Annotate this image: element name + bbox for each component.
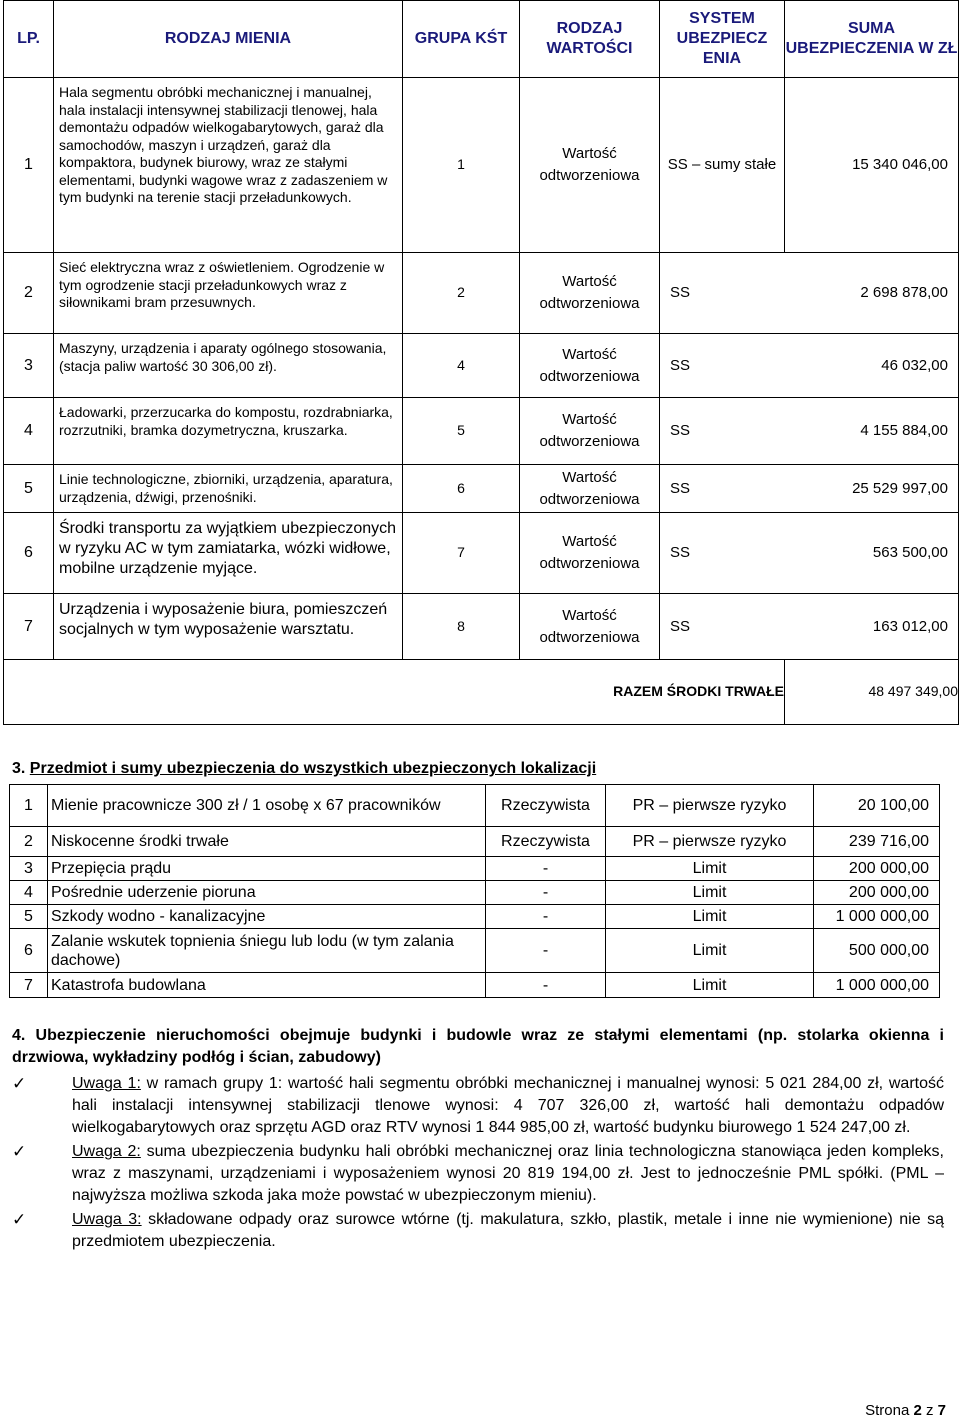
section-3-number: 3. — [12, 760, 26, 777]
row-group: 6 — [403, 465, 520, 513]
row-value-type: - — [486, 929, 606, 973]
row-lp: 3 — [10, 857, 48, 881]
row-system: PR – pierwsze ryzyko — [606, 827, 814, 857]
section-3-title — [12, 760, 596, 778]
table-header-row — [4, 1, 959, 78]
row-value-type: Wartość odtworzeniowa — [520, 513, 660, 594]
row-sum: 2 698 878,00 — [860, 284, 948, 302]
row-description: Hala segmentu obróbki mechanicznej i manualnej, hala instalacji intensywnej stabilizacji tlenowej, hala demontażu odpadów wielkogabarytowych, garaż dla samochodów, maszyn i urządzeń, garaż dla kompaktora, budynek biurowy, wraz ze stałymi elementami, budynki wagowe wraz z zadaszeniem w tym budynki na terenie stacji przeładunkowych. — [54, 78, 403, 253]
total-row — [4, 660, 959, 725]
row-lp: 4 — [4, 398, 54, 465]
row-description: Urządzenia i wyposażenie biura, pomieszczeń socjalnych w tym wyposażenie warsztatu. — [54, 594, 403, 660]
row-group: 4 — [403, 334, 520, 398]
note-label: Uwaga 1: — [72, 1075, 141, 1092]
row-item: Przepięcia prądu — [48, 857, 486, 881]
table-row — [10, 929, 940, 973]
row-lp: 1 — [10, 785, 48, 827]
row-system: Limit — [606, 905, 814, 929]
table-row — [10, 881, 940, 905]
sum-insured-table — [3, 0, 959, 725]
total-value: 48 497 349,00 — [785, 660, 959, 725]
note-label: Uwaga 2: — [72, 1143, 141, 1160]
row-system: Limit — [606, 929, 814, 973]
row-system: SS — [670, 422, 691, 440]
table-row — [4, 513, 959, 594]
row-value-type: Rzeczywista — [486, 827, 606, 857]
row-system-sum — [660, 513, 959, 594]
row-amount: 20 100,00 — [814, 785, 940, 827]
row-lp: 5 — [10, 905, 48, 929]
table-row — [10, 827, 940, 857]
row-group: 1 — [403, 78, 520, 253]
row-value-type: - — [486, 973, 606, 998]
note-text: składowane odpady oraz surowce wtórne (tj. makulatura, szkło, plastik, metale i inne nie wymienione) nie są przedmiotem ubezpieczenia. — [72, 1211, 944, 1250]
table-row — [10, 973, 940, 998]
section-3-heading: Przedmiot i sumy ubezpieczenia do wszystkich ubezpieczonych lokalizacji — [29, 760, 597, 777]
row-group: 7 — [403, 513, 520, 594]
row-item: Pośrednie uderzenie pioruna — [48, 881, 486, 905]
row-system: Limit — [606, 881, 814, 905]
table-row — [4, 465, 959, 513]
table-row — [4, 594, 959, 660]
row-system: Limit — [606, 973, 814, 998]
list-item — [12, 1209, 944, 1253]
section-4 — [12, 1025, 944, 1255]
row-system-sum — [660, 253, 959, 334]
footer-page: 2 — [913, 1402, 922, 1419]
row-amount: 1 000 000,00 — [814, 973, 940, 998]
header-property-type: RODZAJ MIENIA — [54, 1, 403, 78]
checkmark-icon: ✓ — [12, 1210, 27, 1229]
row-value-type: Wartość odtworzeniowa — [520, 465, 660, 513]
row-system-sum — [660, 334, 959, 398]
row-amount: 200 000,00 — [814, 881, 940, 905]
row-group: 5 — [403, 398, 520, 465]
row-value-type: - — [486, 881, 606, 905]
row-sum: 25 529 997,00 — [852, 479, 948, 497]
row-description: Sieć elektryczna wraz z oświetleniem. Ogrodzenie w tym ogrodzenie stacji przeładunkowych wraz z siłownikami bram przesuwnych. — [54, 253, 403, 334]
table-row — [10, 857, 940, 881]
row-item: Zalanie wskutek topnienia śniegu lub lodu (w tym zalania dachowe) — [48, 929, 486, 973]
row-description: Środki transportu za wyjątkiem ubezpieczonych w ryzyku AC w tym zamiatarka, wózki widłowe, mobilne urządzenie myjące. — [54, 513, 403, 594]
row-group: 8 — [403, 594, 520, 660]
row-lp: 3 — [4, 334, 54, 398]
table-row — [10, 785, 940, 827]
row-item: Katastrofa budowlana — [48, 973, 486, 998]
additional-items-table — [9, 784, 940, 998]
footer-total: 7 — [937, 1402, 946, 1419]
row-system: SS — [670, 356, 691, 374]
row-item: Szkody wodno - kanalizacyjne — [48, 905, 486, 929]
header-sum-insured: SUMA UBEZPIECZENIA W ZŁ — [785, 1, 959, 78]
row-description: Ładowarki, przerzucarka do kompostu, rozdrabniarka, rozrzutniki, bramka dozymetryczna, kruszarka. — [54, 398, 403, 465]
row-sum: 163 012,00 — [872, 617, 948, 635]
row-system-sum — [660, 594, 959, 660]
notes-list — [12, 1073, 944, 1253]
row-system: Limit — [606, 857, 814, 881]
row-amount: 500 000,00 — [814, 929, 940, 973]
row-system: SS — [670, 544, 691, 562]
row-system: SS — [670, 284, 691, 302]
list-item — [12, 1141, 944, 1207]
row-lp: 7 — [4, 594, 54, 660]
header-value-type: RODZAJ WARTOŚCI — [520, 1, 660, 78]
checkmark-icon: ✓ — [12, 1074, 27, 1093]
table-row — [4, 78, 959, 253]
footer-prefix: Strona — [865, 1402, 910, 1419]
header-kst-group: GRUPA KŚT — [403, 1, 520, 78]
note-text: suma ubezpieczenia budynku hali obróbki mechanicznej oraz linia technologiczna stanowiąca jeden kompleks, wraz z maszynami, urządzeniami i wyposażeniem wynosi 20 819 194,00 zł. Jest to jednocześnie PML spółki. (PML – najwyższa możliwa szkoda jaka może powstać w ubezpieczonym mieniu). — [72, 1143, 945, 1204]
row-lp: 7 — [10, 973, 48, 998]
row-description: Linie technologiczne, zbiorniki, urządzenia, aparatura, urządzenia, dźwigi, przenośniki. — [54, 465, 403, 513]
row-item: Niskocenne środki trwałe — [48, 827, 486, 857]
row-lp: 2 — [10, 827, 48, 857]
row-sum: 4 155 884,00 — [860, 422, 948, 440]
row-description: Maszyny, urządzenia i aparaty ogólnego stosowania, (stacja paliw wartość 30 306,00 zł). — [54, 334, 403, 398]
row-value-type: Wartość odtworzeniowa — [520, 334, 660, 398]
header-insurance-system: SYSTEM UBEZPIECZ ENIA — [660, 1, 785, 78]
section-4-heading: 4. Ubezpieczenie nieruchomości obejmuje budynki i budowle wraz ze stałymi elementami (np. stolarka okienna i drzwiowa, wykładziny podłóg i ścian, zabudowy) — [12, 1027, 944, 1066]
row-lp: 2 — [4, 253, 54, 334]
row-amount: 239 716,00 — [814, 827, 940, 857]
total-label: RAZEM ŚRODKI TRWAŁE — [4, 660, 785, 725]
row-group: 2 — [403, 253, 520, 334]
list-item — [12, 1073, 944, 1139]
row-value-type: - — [486, 905, 606, 929]
row-system: SS — [670, 617, 691, 635]
header-lp: LP. — [4, 1, 54, 78]
row-value-type: Wartość odtworzeniowa — [520, 253, 660, 334]
note-label: Uwaga 3: — [72, 1211, 142, 1228]
row-value-type: Wartość odtworzeniowa — [520, 78, 660, 253]
row-system: PR – pierwsze ryzyko — [606, 785, 814, 827]
row-value-type: - — [486, 857, 606, 881]
row-value-type: Wartość odtworzeniowa — [520, 398, 660, 465]
row-amount: 1 000 000,00 — [814, 905, 940, 929]
table-row — [10, 905, 940, 929]
row-lp: 6 — [10, 929, 48, 973]
table-row — [4, 398, 959, 465]
row-amount: 200 000,00 — [814, 857, 940, 881]
footer-sep: z — [925, 1402, 934, 1419]
row-lp: 4 — [10, 881, 48, 905]
row-sum: 563 500,00 — [872, 544, 948, 562]
row-system: SS — [670, 479, 691, 497]
row-value-type: Wartość odtworzeniowa — [520, 594, 660, 660]
page-footer — [865, 1402, 946, 1419]
row-system: SS – sumy stałe — [660, 78, 785, 253]
checkmark-icon: ✓ — [12, 1142, 27, 1161]
row-lp: 1 — [4, 78, 54, 253]
row-sum: 46 032,00 — [881, 356, 948, 374]
note-text: w ramach grupy 1: wartość hali segmentu obróbki mechanicznej i manualnej wynosi: 5 021 284,00 zł, wartość hali instalacji intensywnej stabilizacji tlenowe wynosi: 4 707 326,00 zł, wartość hali demontażu odpadów wielkogabarytowych oraz sprzętu AGD oraz RTV wynosi 1 844 985,00 zł, wartość budynku biurowego 1 524 247,00 zł. — [72, 1075, 944, 1136]
row-lp: 5 — [4, 465, 54, 513]
row-item: Mienie pracownicze 300 zł / 1 osobę x 67 pracowników — [48, 785, 486, 827]
table-row — [4, 334, 959, 398]
row-lp: 6 — [4, 513, 54, 594]
row-value-type: Rzeczywista — [486, 785, 606, 827]
row-sum: 15 340 046,00 — [785, 78, 959, 253]
row-system-sum — [660, 398, 959, 465]
table-row — [4, 253, 959, 334]
row-system-sum — [660, 465, 959, 513]
